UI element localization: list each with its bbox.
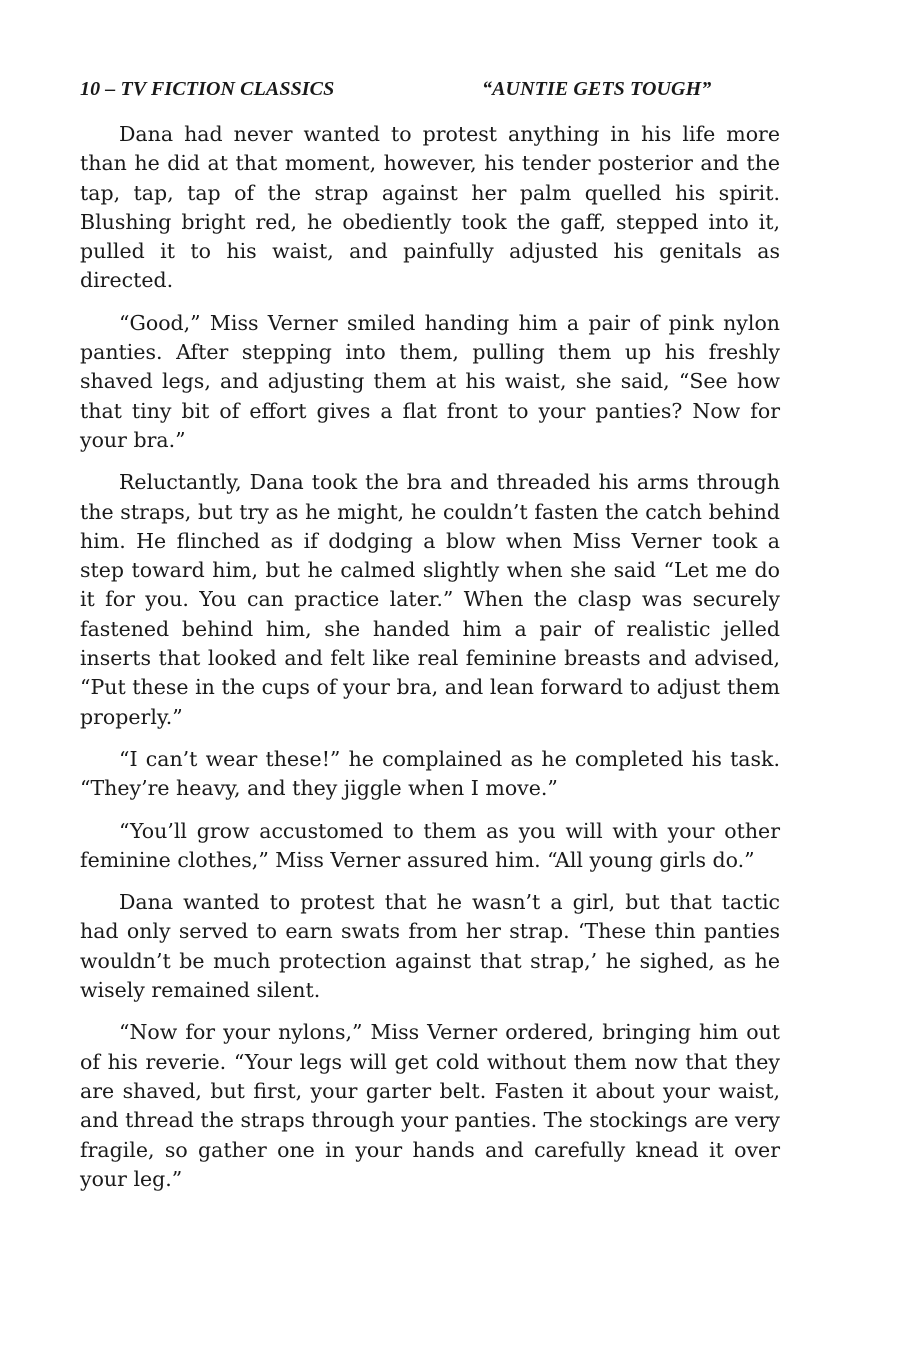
paragraph: “You’ll grow accustomed to them as you will with your other feminine clothes,” Miss Verner assured him. “All young girls do.” [80,818,780,872]
paragraph: “Now for your nylons,” Miss Verner ordered, bringing him out of his reverie. “Your legs will get cold without them now that they are shaved, but first, your garter belt. Fasten it about your waist, and thread the straps through your panties. The stockings are very fragile, so gather one in your hands and carefully knead it over your leg.” [80,1020,780,1191]
paragraph: Reluctantly, Dana took the bra and threaded his arms through the straps, but try as he might, he couldn’t fasten the catch behind him. He flinched as if dodging a blow when Miss Verner took a step toward him, but he calmed slightly when she said “Let me do it for you. You can practice later.” When the clasp was securely fastened behind him, she handed him a pair of realistic jelled inserts that looked and felt like real feminine breasts and advised, “Put these in the cups of your bra, and lean forward to adjust them properly.” [80,470,780,729]
paragraph: Dana wanted to protest that he wasn’t a girl, but that tactic had only served to earn swats from her strap. ‘These thin panties wouldn’t be much protection against that strap,’ he sighed, as he wisely remained silent. [80,890,780,1003]
running-header [80,76,780,106]
book-page [80,76,780,1207]
body-text [80,120,780,1194]
paragraph: Dana had never wanted to protest anything in his life more than he did at that moment, however, his tender posterior and the tap, tap, tap of the strap against her palm quelled his spirit. Blushing bright red, he obediently took the gaff, stepped into it, pulled it to his waist, and painfully adjusted his genitals as directed. [80,122,780,293]
paragraph: “I can’t wear these!” he complained as he completed his task. “They’re heavy, and they jiggle when I move.” [80,746,780,801]
header-story-title: “AUNTIE GETS TOUGH” [482,78,712,100]
header-page-number-and-book-title: 10 – TV FICTION CLASSICS [80,78,335,100]
paragraph: “Good,” Miss Verner smiled handing him a pair of pink nylon panties. After stepping into them, pulling them up his freshly shaved legs, and adjusting them at his waist, she said, “See how that tiny bit of effort gives a flat front to your panties? Now for your bra.” [80,310,780,452]
